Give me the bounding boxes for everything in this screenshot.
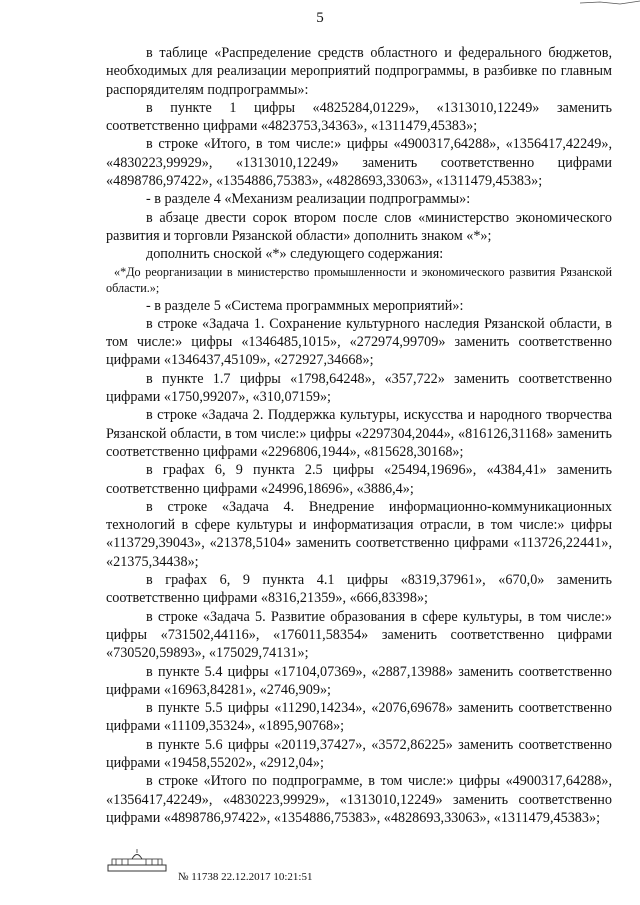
paragraph: в пункте 1.7 цифры «1798,64248», «357,722» заменить соответственно цифрами «1750,99207», «310,07159»; bbox=[106, 370, 612, 406]
paragraph: в строке «Задача 2. Поддержка культуры, искусства и народного творчества Рязанской области, в том числе:» цифры «2297304,2044», «816126,31168» заменить соответственно цифрами «2296806,1944», «815628,30168»; bbox=[106, 407, 612, 460]
scan-artifact-icon bbox=[580, 0, 640, 10]
paragraph: в строке «Задача 1. Сохранение культурного наследия Рязанской области, в том числе:» цифры «1346485,1015», «272974,99709» заменить соответственно цифрами «1346437,45109», «272927,34668»; bbox=[106, 315, 612, 369]
paragraph: - в разделе 4 «Механизм реализации подпрограммы»: bbox=[146, 191, 471, 208]
paragraph: в графах 6, 9 пункта 2.5 цифры «25494,19696», «4384,41» заменить соответственно цифрами «24996,18696», «3886,4»; bbox=[106, 462, 612, 497]
paragraph: в строке «Задача 5. Развитие образования в сфере культуры, в том числе:» цифры «731502,44116», «176011,58354» заменить соответственно цифрами «730520,59893», «175029,74131»; bbox=[106, 608, 612, 662]
paragraph: в пункте 5.6 цифры «20119,37427», «3572,86225» заменить соответственно цифрами «19458,55202», «2912,04»; bbox=[106, 736, 612, 771]
paragraph: в строке «Итого по подпрограмме, в том числе:» цифры «4900317,64288», «1356417,42249», «4830223,99929», «1313010,12249» заменить соответственно цифрами «4898786,97422», «1354886,75383», «4828693,33063», «1311479,45383»; bbox=[106, 773, 612, 826]
paragraph: в строке «Итого, в том числе:» цифры «4900317,64288», «1356417,42249», «4830223,99929», «1313010,12249» заменить соответственно цифрами «4898786,97422», «1354886,75383», «4828693,33063», «1311479,45383»; bbox=[106, 136, 612, 190]
paragraph: в пункте 5.5 цифры «11290,14234», «2076,69678» заменить соответственно цифрами «11109,35324», «1895,90768»; bbox=[106, 700, 612, 735]
paragraph: в таблице «Распределение средств областного и федерального бюджетов, необходимых для реализации мероприятий подпрограммы, в разбивке по главным распорядителям подпрограммы»: bbox=[106, 45, 612, 98]
paragraph: в пункте 5.4 цифры «17104,07369», «2887,13988» заменить соответственно цифрами «16963,84281», «2746,909»; bbox=[106, 663, 612, 698]
footnote-text: «*До реорганизации в министерство промышленности и экономического развития Рязанской области.»; bbox=[106, 264, 612, 296]
building-emblem-icon bbox=[106, 848, 168, 874]
page-number: 5 bbox=[316, 10, 324, 26]
paragraph: в строке «Задача 4. Внедрение информационно-коммуникационных технологий в сфере культуры и информатизация отрасли, в том числе:» цифры «113729,39043», «21378,5104» заменить соответственно цифрами «113726,22441», «21375,34438»; bbox=[106, 498, 612, 570]
registration-stamp: № 11738 22.12.2017 10:21:51 bbox=[178, 871, 313, 883]
paragraph: - в разделе 5 «Система программных мероприятий»: bbox=[146, 297, 464, 314]
paragraph: в графах 6, 9 пункта 4.1 цифры «8319,37961», «670,0» заменить соответственно цифрами «8316,21359», «666,83398»; bbox=[106, 572, 612, 607]
paragraph: в пункте 1 цифры «4825284,01229», «1313010,12249» заменить соответственно цифрами «4823753,34363», «1311479,45383»; bbox=[106, 99, 612, 135]
paragraph: в абзаце двести сорок втором после слов «министерство экономического развития и торговли Рязанской области» дополнить знаком «*»; bbox=[106, 209, 612, 244]
registration-footer bbox=[106, 848, 526, 888]
document-body bbox=[106, 44, 612, 827]
paragraph: дополнить сноской «*» следующего содержания: bbox=[146, 246, 444, 263]
